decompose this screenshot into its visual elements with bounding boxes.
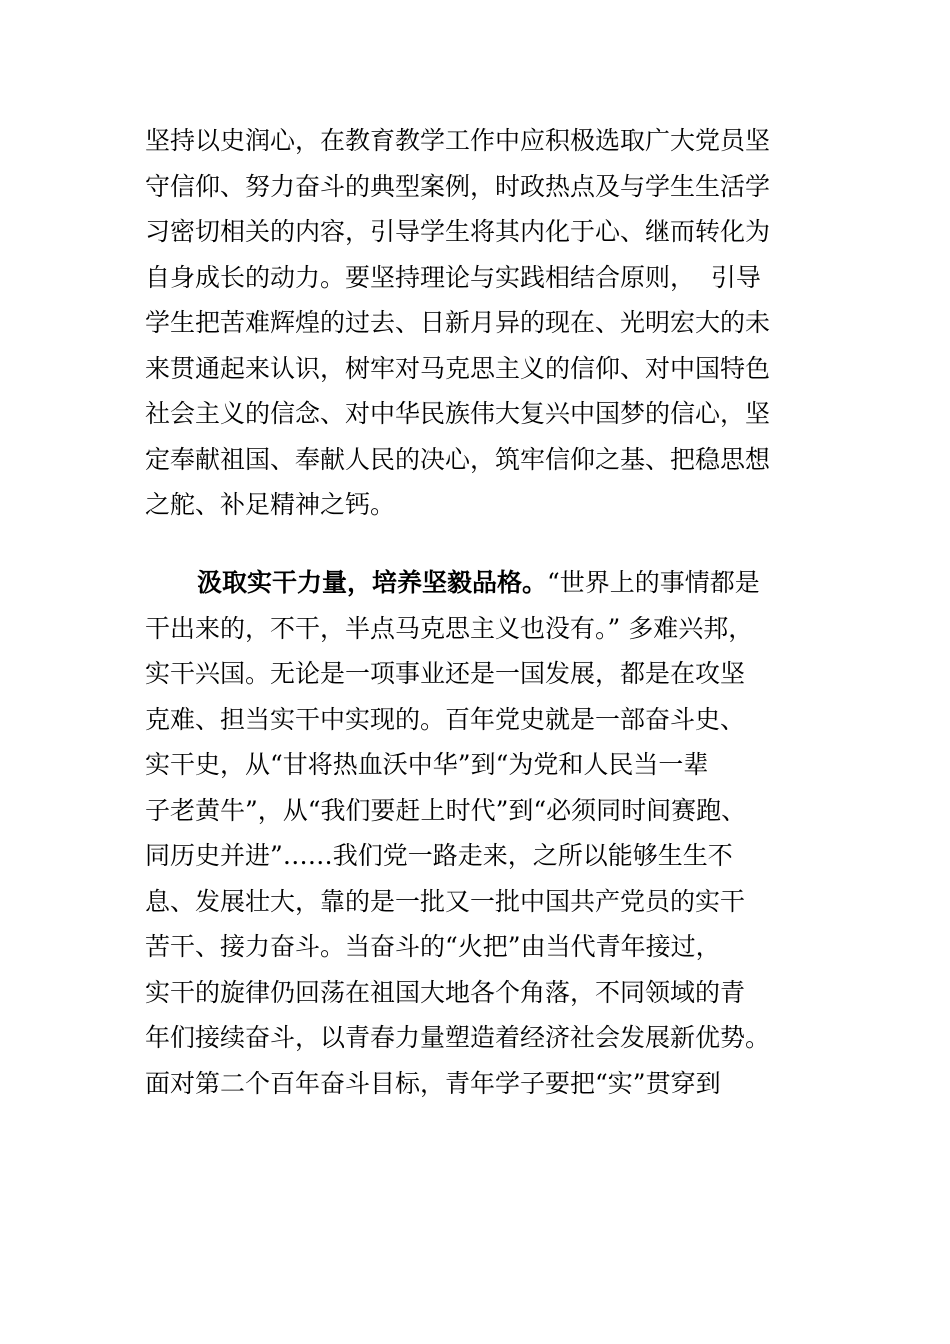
paragraph-2-line-4: 克难、担当实干中实现的。百年党史就是一部奋斗史、 — [145, 704, 746, 734]
paragraph-1-line-7: 社会主义的信念、对中华民族伟大复兴中国梦的信心，坚 — [145, 399, 771, 428]
paragraph-2-line-1-rest: “世界上的事情都是 — [547, 568, 760, 597]
paragraph-2 — [145, 560, 830, 1106]
paragraph-2-line-10: 实干的旋律仍回荡在祖国大地各个角落，不同领域的青 — [145, 977, 746, 1007]
paragraph-2-line-5: 实干史，从“甘将热血沃中华”到“为党和人民当一辈 — [145, 750, 709, 779]
paragraph-1-line-9: 之舵、补足精神之钙。 — [145, 490, 396, 519]
paragraph-2-line-3: 实干兴国。无论是一项事业还是一国发展，都是在攻坚 — [145, 659, 746, 688]
paragraph-1-line-6: 来贯通起来认识，树牢对马克思主义的信仰、对中国特色 — [145, 353, 771, 383]
paragraph-2-line-7: 同历史并进”……我们党一路走来，之所以能够生生不 — [145, 841, 733, 870]
paragraph-2-line-12: 面对第二个百年奋斗目标，青年学子要把“实”贯穿到 — [145, 1068, 721, 1098]
paragraph-1-line-2: 守信仰、努力奋斗的典型案例，时政热点及与学生生活学 — [145, 171, 771, 201]
paragraph-1-line-5: 学生把苦难辉煌的过去、日新月异的现在、光明宏大的未 — [145, 308, 771, 337]
paragraph-1 — [145, 118, 830, 528]
paragraph-2-heading: 汲取实干力量，培养坚毅品格。 — [197, 568, 548, 597]
paragraph-2-line-2: 干出来的，不干，半点马克思主义也没有。” 多难兴邦， — [145, 613, 754, 643]
paragraph-1-line-1: 坚持以史润心，在教育教学工作中应积极选取广大党员坚 — [145, 126, 771, 155]
paragraph-2-line-9: 苦干、接力奋斗。当奋斗的“火把”由当代青年接过， — [145, 932, 721, 961]
paragraph-2-line-1 — [145, 560, 830, 606]
paragraph-1-line-8: 定奉献祖国、奉献人民的决心，筑牢信仰之基、把稳思想 — [145, 444, 771, 474]
paragraph-1-line-3: 习密切相关的内容，引导学生将其内化于心、继而转化为 — [145, 217, 771, 246]
paragraph-1-line-4: 自身成长的动力。要坚持理论与实践相结合原则， 引导 — [145, 262, 761, 292]
paragraph-2-line-11: 年们接续奋斗，以青春力量塑造着经济社会发展新优势。 — [145, 1023, 771, 1052]
paragraph-2-line-6: 子老黄牛”，从“我们要赶上时代”到“必须同时间赛跑、 — [145, 795, 747, 825]
paragraph-2-line-8: 息、发展壮大，靠的是一批又一批中国共产党员的实干 — [145, 886, 746, 916]
